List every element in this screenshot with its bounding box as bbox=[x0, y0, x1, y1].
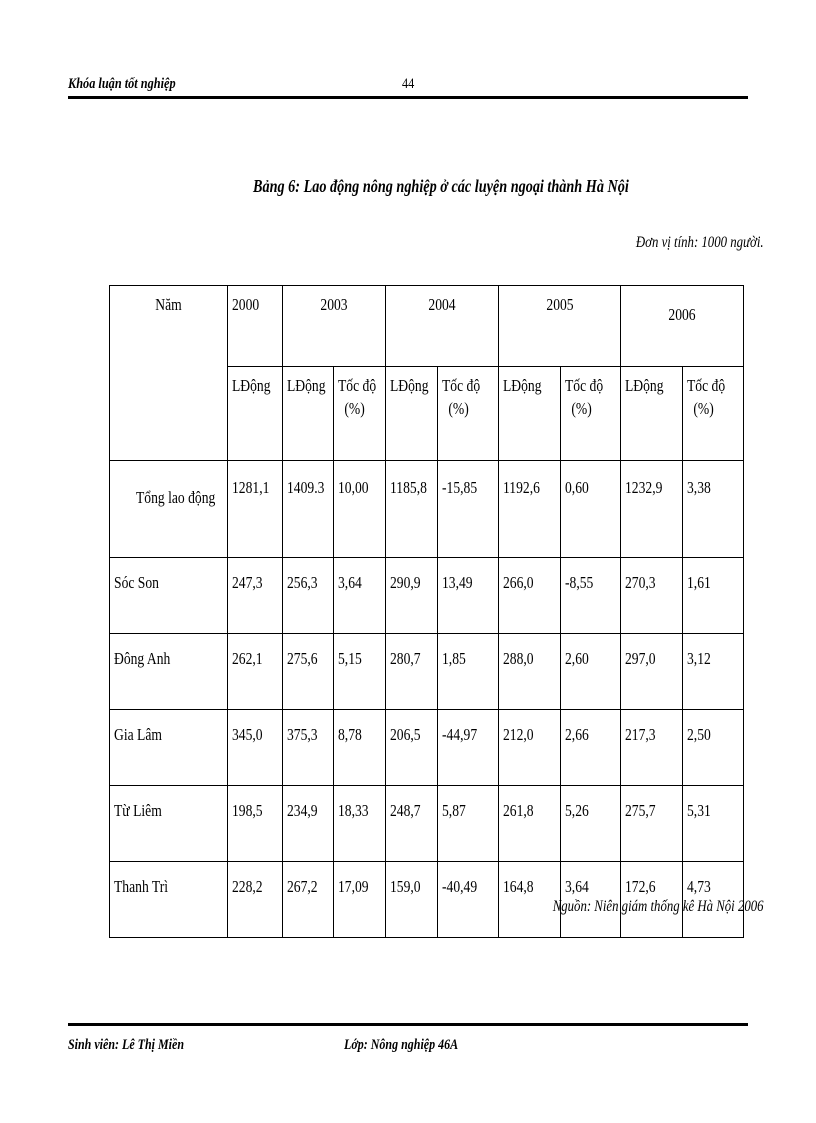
sub-header-labor bbox=[228, 367, 283, 461]
table-cell bbox=[283, 786, 334, 862]
year-header bbox=[228, 286, 283, 367]
table-cell bbox=[386, 710, 438, 786]
table-cell bbox=[228, 786, 283, 862]
cell-text: 5,15 bbox=[338, 649, 362, 668]
cell-text: 261,8 bbox=[503, 801, 534, 820]
table-cell bbox=[621, 710, 683, 786]
cell-text: 345,0 bbox=[232, 725, 263, 744]
table-cell bbox=[621, 461, 683, 558]
table-header-years bbox=[110, 286, 744, 367]
cell-text: 267,2 bbox=[287, 877, 318, 896]
cell-text: 5,26 bbox=[565, 801, 589, 820]
cell-text: LĐộng bbox=[287, 376, 326, 395]
table-cell bbox=[438, 461, 499, 558]
cell-text: 5,87 bbox=[442, 801, 466, 820]
table-row bbox=[110, 461, 744, 558]
table-cell bbox=[334, 862, 386, 938]
cell-text: 2006 bbox=[668, 305, 696, 324]
cell-text: -15,85 bbox=[442, 478, 478, 497]
cell-text: 2004 bbox=[428, 295, 456, 314]
table-cell bbox=[283, 558, 334, 634]
cell-text: -40,49 bbox=[442, 877, 478, 896]
row-label bbox=[110, 862, 228, 938]
table-cell bbox=[228, 710, 283, 786]
table-cell bbox=[621, 634, 683, 710]
year-header bbox=[621, 286, 744, 367]
cell-text: Đông Anh bbox=[114, 649, 171, 668]
table-cell bbox=[283, 710, 334, 786]
cell-text: Từ Liêm bbox=[114, 801, 162, 820]
table-cell bbox=[683, 461, 744, 558]
cell-text: Tốc độ bbox=[687, 376, 726, 395]
table-cell bbox=[499, 558, 561, 634]
table-cell bbox=[386, 634, 438, 710]
cell-text: 159,0 bbox=[390, 877, 421, 896]
cell-text: 228,2 bbox=[232, 877, 263, 896]
table-cell bbox=[283, 862, 334, 938]
table-cell bbox=[283, 461, 334, 558]
cell-text: LĐộng bbox=[625, 376, 664, 395]
cell-text: 3,64 bbox=[565, 877, 589, 896]
table-cell bbox=[561, 710, 621, 786]
table-cell bbox=[438, 634, 499, 710]
cell-text: -8,55 bbox=[565, 573, 594, 592]
sub-header-labor bbox=[621, 367, 683, 461]
row-label bbox=[110, 710, 228, 786]
sub-header-labor bbox=[386, 367, 438, 461]
cell-text: 1409.3 bbox=[287, 478, 325, 497]
cell-text: (%) bbox=[448, 398, 469, 418]
cell-text: -44,97 bbox=[442, 725, 478, 744]
table-cell bbox=[438, 862, 499, 938]
cell-text: 275,7 bbox=[625, 801, 656, 820]
cell-text: 262,1 bbox=[232, 649, 263, 668]
cell-text: Gia Lâm bbox=[114, 725, 162, 744]
cell-text: 217,3 bbox=[625, 725, 656, 744]
cell-text: (%) bbox=[344, 398, 365, 418]
cell-text: 1,61 bbox=[687, 573, 711, 592]
cell-text: LĐộng bbox=[232, 376, 271, 395]
cell-text: Tốc độ bbox=[442, 376, 481, 395]
table-cell bbox=[228, 461, 283, 558]
year-header bbox=[283, 286, 386, 367]
cell-text: 164,8 bbox=[503, 877, 534, 896]
table-cell bbox=[561, 634, 621, 710]
table-row bbox=[110, 634, 744, 710]
sub-header-labor bbox=[499, 367, 561, 461]
cell-text: 270,3 bbox=[625, 573, 656, 592]
cell-text: 297,0 bbox=[625, 649, 656, 668]
cell-text: 248,7 bbox=[390, 801, 421, 820]
cell-text: 1185,8 bbox=[390, 478, 427, 497]
cell-text: 3,38 bbox=[687, 478, 711, 497]
cell-text: 266,0 bbox=[503, 573, 534, 592]
row-label bbox=[110, 461, 228, 558]
corner-label: Năm bbox=[155, 295, 182, 314]
table-cell bbox=[499, 786, 561, 862]
page-number: 44 bbox=[402, 76, 415, 92]
table-cell bbox=[499, 862, 561, 938]
table-cell bbox=[561, 461, 621, 558]
cell-text: 234,9 bbox=[287, 801, 318, 820]
year-header bbox=[386, 286, 499, 367]
cell-text: 280,7 bbox=[390, 649, 421, 668]
cell-text: (%) bbox=[693, 398, 714, 418]
table-cell bbox=[334, 634, 386, 710]
cell-text: 288,0 bbox=[503, 649, 534, 668]
table-cell bbox=[499, 710, 561, 786]
cell-text: 2003 bbox=[320, 295, 348, 314]
cell-text: 2,50 bbox=[687, 725, 711, 744]
table-cell bbox=[561, 558, 621, 634]
table-cell bbox=[438, 786, 499, 862]
source-note: Nguồn: Niên giám thống kê Hà Nội 2006 bbox=[553, 898, 764, 915]
sub-header-rate bbox=[561, 367, 621, 461]
table-row bbox=[110, 558, 744, 634]
cell-text: 3,12 bbox=[687, 649, 711, 668]
cell-text: 206,5 bbox=[390, 725, 421, 744]
table-cell bbox=[386, 558, 438, 634]
table-cell bbox=[499, 634, 561, 710]
table-cell bbox=[283, 634, 334, 710]
table-cell bbox=[621, 786, 683, 862]
cell-text: LĐộng bbox=[503, 376, 542, 395]
table-row bbox=[110, 786, 744, 862]
cell-text: Tốc độ bbox=[338, 376, 377, 395]
cell-text: Sóc Son bbox=[114, 573, 159, 592]
cell-text: 13,49 bbox=[442, 573, 473, 592]
table-cell bbox=[334, 710, 386, 786]
cell-text: Tổng lao động bbox=[136, 488, 216, 507]
cell-text: 1232,9 bbox=[625, 478, 663, 497]
cell-text: 10,00 bbox=[338, 478, 369, 497]
table-cell bbox=[334, 461, 386, 558]
table-cell bbox=[228, 634, 283, 710]
row-label bbox=[110, 634, 228, 710]
table-row bbox=[110, 710, 744, 786]
table-cell bbox=[438, 710, 499, 786]
sub-header-rate bbox=[438, 367, 499, 461]
cell-text: 212,0 bbox=[503, 725, 534, 744]
header-title: Khóa luận tốt nghiệp bbox=[68, 76, 176, 92]
row-label bbox=[110, 558, 228, 634]
cell-text: 198,5 bbox=[232, 801, 263, 820]
cell-text: 3,64 bbox=[338, 573, 362, 592]
table-cell bbox=[438, 558, 499, 634]
cell-text: 8,78 bbox=[338, 725, 362, 744]
cell-text: 0,60 bbox=[565, 478, 589, 497]
cell-text: LĐộng bbox=[390, 376, 429, 395]
cell-text: 2005 bbox=[545, 295, 574, 314]
sub-header-labor bbox=[283, 367, 334, 461]
table-cell bbox=[228, 862, 283, 938]
footer-student: Sinh viên: Lê Thị Miền bbox=[68, 1037, 185, 1053]
cell-text: (%) bbox=[571, 398, 592, 418]
cell-text: 18,33 bbox=[338, 801, 369, 820]
cell-text: 1,85 bbox=[442, 649, 466, 668]
cell-text: 1192,6 bbox=[503, 478, 540, 497]
cell-text: 2,66 bbox=[565, 725, 589, 744]
table-caption: Bảng 6: Lao động nông nghiệp ở các luyện ngoại thành Hà Nội bbox=[253, 176, 629, 196]
footer-rule bbox=[68, 1023, 748, 1026]
cell-text: 247,3 bbox=[232, 573, 263, 592]
cell-text: 5,31 bbox=[687, 801, 711, 820]
table-cell bbox=[334, 558, 386, 634]
table-cell bbox=[683, 558, 744, 634]
cell-text: 290,9 bbox=[390, 573, 421, 592]
cell-text: Thanh Trì bbox=[114, 877, 169, 896]
sub-header-rate bbox=[683, 367, 744, 461]
row-label bbox=[110, 786, 228, 862]
year-header bbox=[499, 286, 621, 367]
cell-text: 1281,1 bbox=[232, 478, 270, 497]
sub-header-rate bbox=[334, 367, 386, 461]
table-cell bbox=[683, 634, 744, 710]
corner-header bbox=[110, 286, 228, 461]
cell-text: 172,6 bbox=[625, 877, 656, 896]
labor-table bbox=[109, 285, 744, 938]
cell-text: 275,6 bbox=[287, 649, 318, 668]
table-cell bbox=[386, 862, 438, 938]
table-cell bbox=[683, 710, 744, 786]
cell-text: 4,73 bbox=[687, 877, 711, 896]
cell-text: 2000 bbox=[232, 295, 260, 314]
table-cell bbox=[228, 558, 283, 634]
table-cell bbox=[334, 786, 386, 862]
table-cell bbox=[386, 786, 438, 862]
footer-class: Lớp: Nông nghiệp 46A bbox=[344, 1037, 459, 1053]
header-rule bbox=[68, 96, 748, 99]
cell-text: 256,3 bbox=[287, 573, 318, 592]
cell-text: 2,60 bbox=[565, 649, 589, 668]
table-cell bbox=[683, 786, 744, 862]
table-cell bbox=[386, 461, 438, 558]
table-cell bbox=[561, 786, 621, 862]
cell-text: 375,3 bbox=[287, 725, 318, 744]
cell-text: Tốc độ bbox=[565, 376, 604, 395]
table-cell bbox=[499, 461, 561, 558]
table-cell bbox=[621, 558, 683, 634]
cell-text: 17,09 bbox=[338, 877, 369, 896]
unit-note: Đơn vị tính: 1000 người. bbox=[636, 234, 764, 251]
